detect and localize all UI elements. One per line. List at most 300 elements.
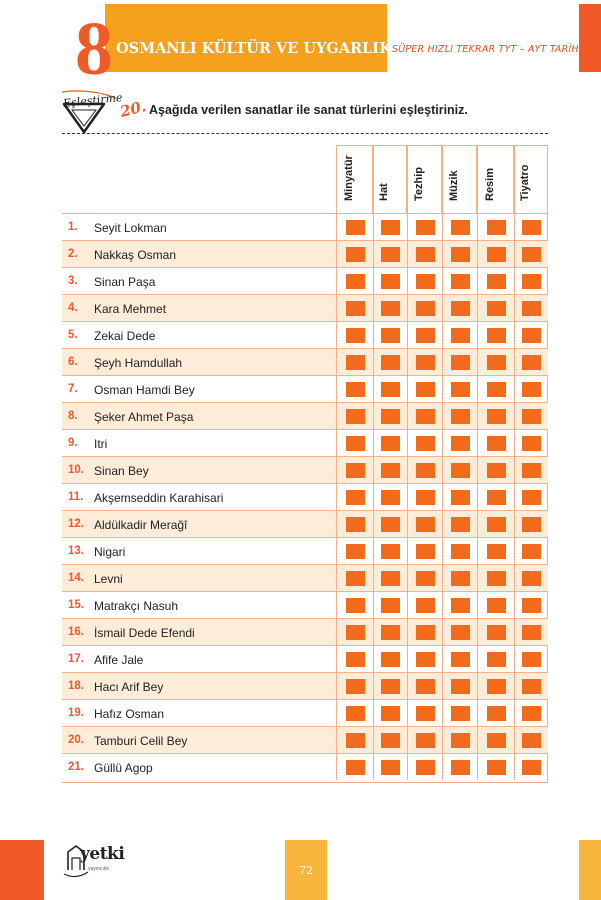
badge-label: Eşleştirme <box>62 90 124 111</box>
row-number: 1. <box>68 221 78 233</box>
answer-checkbox[interactable] <box>416 760 435 775</box>
match-cell[interactable] <box>477 727 514 753</box>
answer-checkbox[interactable] <box>522 544 541 559</box>
answer-checkbox[interactable] <box>522 301 541 316</box>
match-cell[interactable] <box>373 484 407 510</box>
row-number: 11. <box>68 491 84 503</box>
match-cell[interactable] <box>514 646 548 672</box>
answer-checkbox[interactable] <box>416 490 435 505</box>
unit-title: OSMANLI KÜLTÜR VE UYGARLIK <box>116 40 392 57</box>
answer-checkbox[interactable] <box>451 274 470 289</box>
match-cell[interactable] <box>442 673 477 699</box>
match-cell[interactable] <box>407 214 442 240</box>
table-row <box>62 456 548 483</box>
answer-checkbox[interactable] <box>346 220 365 235</box>
answer-checkbox[interactable] <box>416 625 435 640</box>
match-cell[interactable] <box>373 700 407 726</box>
publisher-name: yetki <box>80 844 125 864</box>
answer-checkbox[interactable] <box>451 733 470 748</box>
match-cell[interactable] <box>336 538 373 564</box>
match-cell[interactable] <box>336 565 373 591</box>
row-number: 2. <box>68 248 78 260</box>
match-cell[interactable] <box>373 565 407 591</box>
answer-checkbox[interactable] <box>346 247 365 262</box>
match-cell[interactable] <box>514 565 548 591</box>
answer-checkbox[interactable] <box>416 544 435 559</box>
answer-checkbox[interactable] <box>381 382 400 397</box>
match-cell[interactable] <box>442 457 477 483</box>
answer-checkbox[interactable] <box>416 382 435 397</box>
answer-checkbox[interactable] <box>451 220 470 235</box>
answer-checkbox[interactable] <box>487 490 506 505</box>
answer-checkbox[interactable] <box>381 679 400 694</box>
answer-checkbox[interactable] <box>487 652 506 667</box>
answer-checkbox[interactable] <box>381 220 400 235</box>
match-cell[interactable] <box>407 268 442 294</box>
answer-checkbox[interactable] <box>522 463 541 478</box>
answer-checkbox[interactable] <box>487 274 506 289</box>
answer-checkbox[interactable] <box>346 598 365 613</box>
answer-checkbox[interactable] <box>522 328 541 343</box>
artist-name: Hacı Arif Bey <box>94 680 164 694</box>
answer-checkbox[interactable] <box>451 301 470 316</box>
answer-checkbox[interactable] <box>451 652 470 667</box>
answer-checkbox[interactable] <box>451 517 470 532</box>
match-cell[interactable] <box>514 619 548 645</box>
match-cell[interactable] <box>514 403 548 429</box>
match-cell[interactable] <box>477 322 514 348</box>
answer-checkbox[interactable] <box>451 436 470 451</box>
answer-checkbox[interactable] <box>487 382 506 397</box>
answer-checkbox[interactable] <box>346 436 365 451</box>
artist-name: Nakkaş Osman <box>94 248 177 262</box>
answer-checkbox[interactable] <box>522 571 541 586</box>
answer-checkbox[interactable] <box>346 517 365 532</box>
match-cell[interactable] <box>336 511 373 537</box>
answer-checkbox[interactable] <box>416 652 435 667</box>
answer-checkbox[interactable] <box>487 517 506 532</box>
answer-checkbox[interactable] <box>522 598 541 613</box>
match-cell[interactable] <box>336 349 373 375</box>
dashed-divider <box>62 133 548 134</box>
match-cell[interactable] <box>477 457 514 483</box>
answer-checkbox[interactable] <box>381 490 400 505</box>
match-cell[interactable] <box>336 592 373 618</box>
match-cell[interactable] <box>442 322 477 348</box>
table-row <box>62 672 548 699</box>
answer-checkbox[interactable] <box>522 517 541 532</box>
answer-checkbox[interactable] <box>346 571 365 586</box>
match-cell[interactable] <box>477 700 514 726</box>
answer-checkbox[interactable] <box>451 544 470 559</box>
match-cell[interactable] <box>477 241 514 267</box>
answer-checkbox[interactable] <box>416 355 435 370</box>
match-cell[interactable] <box>442 538 477 564</box>
answer-checkbox[interactable] <box>451 355 470 370</box>
answer-checkbox[interactable] <box>416 220 435 235</box>
match-cell[interactable] <box>407 565 442 591</box>
match-cell[interactable] <box>477 646 514 672</box>
artist-name: Zekai Dede <box>94 329 156 343</box>
match-cell[interactable] <box>442 349 477 375</box>
match-cell[interactable] <box>407 700 442 726</box>
answer-checkbox[interactable] <box>487 733 506 748</box>
answer-checkbox[interactable] <box>416 679 435 694</box>
match-cell[interactable] <box>336 295 373 321</box>
match-cell[interactable] <box>336 727 373 753</box>
answer-checkbox[interactable] <box>522 382 541 397</box>
match-cell[interactable] <box>514 430 548 456</box>
answer-checkbox[interactable] <box>381 733 400 748</box>
match-cell[interactable] <box>514 214 548 240</box>
answer-checkbox[interactable] <box>346 625 365 640</box>
answer-checkbox[interactable] <box>381 652 400 667</box>
match-cell[interactable] <box>373 646 407 672</box>
answer-checkbox[interactable] <box>416 733 435 748</box>
match-cell[interactable] <box>477 673 514 699</box>
answer-checkbox[interactable] <box>487 436 506 451</box>
column-header <box>442 145 477 213</box>
match-cell[interactable] <box>477 349 514 375</box>
match-cell[interactable] <box>373 349 407 375</box>
artist-name: Tamburi Celil Bey <box>94 734 188 748</box>
answer-checkbox[interactable] <box>346 679 365 694</box>
answer-checkbox[interactable] <box>416 301 435 316</box>
match-cell[interactable] <box>336 619 373 645</box>
answer-checkbox[interactable] <box>381 625 400 640</box>
match-cell[interactable] <box>336 403 373 429</box>
match-cell[interactable] <box>407 241 442 267</box>
footer-right-block <box>579 840 601 900</box>
artist-name: Seyit Lokman <box>94 221 167 235</box>
answer-checkbox[interactable] <box>451 463 470 478</box>
answer-checkbox[interactable] <box>451 409 470 424</box>
answer-checkbox[interactable] <box>522 760 541 775</box>
answer-checkbox[interactable] <box>346 733 365 748</box>
row-number: 13. <box>68 545 84 557</box>
match-cell[interactable] <box>477 511 514 537</box>
match-cell[interactable] <box>477 376 514 402</box>
table-row <box>62 618 548 645</box>
match-cell[interactable] <box>373 673 407 699</box>
match-cell[interactable] <box>373 430 407 456</box>
answer-checkbox[interactable] <box>487 355 506 370</box>
match-cell[interactable] <box>407 322 442 348</box>
answer-checkbox[interactable] <box>416 517 435 532</box>
match-cell[interactable] <box>373 457 407 483</box>
table-row <box>62 510 548 537</box>
match-cell[interactable] <box>477 484 514 510</box>
answer-checkbox[interactable] <box>416 247 435 262</box>
match-cell[interactable] <box>407 619 442 645</box>
row-number: 5. <box>68 329 78 341</box>
artist-name: Matrakçı Nasuh <box>94 599 179 613</box>
answer-checkbox[interactable] <box>522 409 541 424</box>
table-row <box>62 537 548 564</box>
match-cell[interactable] <box>336 322 373 348</box>
answer-checkbox[interactable] <box>522 220 541 235</box>
match-cell[interactable] <box>514 592 548 618</box>
match-cell[interactable] <box>477 403 514 429</box>
artist-name: Nigari <box>94 545 126 559</box>
match-cell[interactable] <box>373 268 407 294</box>
answer-checkbox[interactable] <box>381 544 400 559</box>
match-cell[interactable] <box>442 430 477 456</box>
answer-checkbox[interactable] <box>346 652 365 667</box>
answer-checkbox[interactable] <box>416 706 435 721</box>
match-cell[interactable] <box>442 565 477 591</box>
match-cell[interactable] <box>336 376 373 402</box>
match-cell[interactable] <box>442 619 477 645</box>
answer-checkbox[interactable] <box>522 652 541 667</box>
match-cell[interactable] <box>407 376 442 402</box>
match-cell[interactable] <box>373 727 407 753</box>
answer-checkbox[interactable] <box>522 733 541 748</box>
match-cell[interactable] <box>442 241 477 267</box>
answer-checkbox[interactable] <box>346 463 365 478</box>
answer-checkbox[interactable] <box>346 382 365 397</box>
match-cell[interactable] <box>442 511 477 537</box>
match-cell[interactable] <box>336 484 373 510</box>
answer-checkbox[interactable] <box>381 328 400 343</box>
match-cell[interactable] <box>477 565 514 591</box>
answer-checkbox[interactable] <box>381 436 400 451</box>
match-cell[interactable] <box>373 619 407 645</box>
answer-checkbox[interactable] <box>381 517 400 532</box>
match-cell[interactable] <box>442 376 477 402</box>
match-cell[interactable] <box>514 268 548 294</box>
match-cell[interactable] <box>442 268 477 294</box>
match-cell[interactable] <box>442 754 477 780</box>
artist-name: Sinan Bey <box>94 464 149 478</box>
match-cell[interactable] <box>373 241 407 267</box>
artist-name: Aldülkadir Merağî <box>94 518 188 532</box>
header-band <box>105 4 392 72</box>
row-number: 18. <box>68 680 84 692</box>
answer-checkbox[interactable] <box>451 625 470 640</box>
answer-checkbox[interactable] <box>346 490 365 505</box>
question-number: 20. <box>118 97 148 121</box>
match-cell[interactable] <box>514 700 548 726</box>
answer-checkbox[interactable] <box>346 544 365 559</box>
answer-checkbox[interactable] <box>487 409 506 424</box>
match-cell[interactable] <box>373 403 407 429</box>
match-cell[interactable] <box>373 295 407 321</box>
match-cell[interactable] <box>477 430 514 456</box>
answer-checkbox[interactable] <box>381 355 400 370</box>
match-cell[interactable] <box>442 700 477 726</box>
answer-checkbox[interactable] <box>416 598 435 613</box>
answer-checkbox[interactable] <box>522 274 541 289</box>
table-row <box>62 753 548 780</box>
match-cell[interactable] <box>477 619 514 645</box>
match-cell[interactable] <box>514 727 548 753</box>
match-cell[interactable] <box>407 511 442 537</box>
answer-checkbox[interactable] <box>381 463 400 478</box>
answer-checkbox[interactable] <box>487 625 506 640</box>
column-header <box>373 145 407 213</box>
answer-checkbox[interactable] <box>416 571 435 586</box>
answer-checkbox[interactable] <box>487 220 506 235</box>
answer-checkbox[interactable] <box>487 328 506 343</box>
answer-checkbox[interactable] <box>451 247 470 262</box>
answer-checkbox[interactable] <box>487 598 506 613</box>
match-cell[interactable] <box>514 349 548 375</box>
answer-checkbox[interactable] <box>346 355 365 370</box>
match-cell[interactable] <box>514 754 548 780</box>
answer-checkbox[interactable] <box>522 706 541 721</box>
page-number: 72 <box>285 840 327 900</box>
match-cell[interactable] <box>407 457 442 483</box>
match-cell[interactable] <box>442 214 477 240</box>
answer-checkbox[interactable] <box>487 544 506 559</box>
answer-checkbox[interactable] <box>522 436 541 451</box>
match-cell[interactable] <box>442 727 477 753</box>
answer-checkbox[interactable] <box>381 760 400 775</box>
match-cell[interactable] <box>336 700 373 726</box>
match-cell[interactable] <box>407 403 442 429</box>
match-cell[interactable] <box>407 349 442 375</box>
answer-checkbox[interactable] <box>416 328 435 343</box>
match-cell[interactable] <box>336 214 373 240</box>
match-cell[interactable] <box>373 511 407 537</box>
row-number: 8. <box>68 410 78 422</box>
match-cell[interactable] <box>477 538 514 564</box>
answer-checkbox[interactable] <box>451 571 470 586</box>
answer-checkbox[interactable] <box>451 382 470 397</box>
column-header-label: Hat <box>378 183 390 201</box>
table-row <box>62 429 548 456</box>
match-cell[interactable] <box>442 484 477 510</box>
match-cell[interactable] <box>514 457 548 483</box>
row-number: 3. <box>68 275 78 287</box>
match-cell[interactable] <box>373 592 407 618</box>
answer-checkbox[interactable] <box>522 625 541 640</box>
row-number: 9. <box>68 437 78 449</box>
match-cell[interactable] <box>477 754 514 780</box>
answer-checkbox[interactable] <box>381 598 400 613</box>
table-row <box>62 348 548 375</box>
answer-checkbox[interactable] <box>381 409 400 424</box>
answer-checkbox[interactable] <box>381 571 400 586</box>
answer-checkbox[interactable] <box>487 463 506 478</box>
answer-checkbox[interactable] <box>487 679 506 694</box>
match-cell[interactable] <box>373 214 407 240</box>
answer-checkbox[interactable] <box>346 409 365 424</box>
column-header-label: Tiyatro <box>519 164 531 201</box>
match-cell[interactable] <box>442 592 477 618</box>
match-cell[interactable] <box>336 646 373 672</box>
match-cell[interactable] <box>407 727 442 753</box>
match-cell[interactable] <box>336 430 373 456</box>
answer-checkbox[interactable] <box>346 760 365 775</box>
answer-checkbox[interactable] <box>416 274 435 289</box>
answer-checkbox[interactable] <box>487 571 506 586</box>
artist-name: Akşemseddin Karahisari <box>94 491 224 505</box>
match-cell[interactable] <box>407 754 442 780</box>
answer-checkbox[interactable] <box>416 409 435 424</box>
answer-checkbox[interactable] <box>346 706 365 721</box>
match-cell[interactable] <box>336 268 373 294</box>
match-cell[interactable] <box>407 646 442 672</box>
table-row <box>62 564 548 591</box>
match-cell[interactable] <box>514 322 548 348</box>
match-cell[interactable] <box>373 754 407 780</box>
match-cell[interactable] <box>514 673 548 699</box>
answer-checkbox[interactable] <box>416 463 435 478</box>
artist-name: Hafız Osman <box>94 707 165 721</box>
match-cell[interactable] <box>477 268 514 294</box>
answer-checkbox[interactable] <box>451 598 470 613</box>
answer-checkbox[interactable] <box>487 760 506 775</box>
answer-checkbox[interactable] <box>381 706 400 721</box>
match-cell[interactable] <box>514 538 548 564</box>
match-cell[interactable] <box>442 403 477 429</box>
match-cell[interactable] <box>336 241 373 267</box>
question-text: Aşağıda verilen sanatlar ile sanat türlerini eşleştiriniz. <box>149 103 468 117</box>
table-row <box>62 267 548 294</box>
match-cell[interactable] <box>407 673 442 699</box>
table-row <box>62 591 548 618</box>
match-cell[interactable] <box>514 376 548 402</box>
match-cell[interactable] <box>514 295 548 321</box>
answer-checkbox[interactable] <box>346 274 365 289</box>
table-row <box>62 294 548 321</box>
answer-checkbox[interactable] <box>381 247 400 262</box>
answer-checkbox[interactable] <box>451 490 470 505</box>
match-cell[interactable] <box>336 673 373 699</box>
match-cell[interactable] <box>514 241 548 267</box>
match-cell[interactable] <box>477 592 514 618</box>
answer-checkbox[interactable] <box>381 274 400 289</box>
answer-checkbox[interactable] <box>487 706 506 721</box>
match-cell[interactable] <box>373 322 407 348</box>
answer-checkbox[interactable] <box>522 247 541 262</box>
match-cell[interactable] <box>477 214 514 240</box>
answer-checkbox[interactable] <box>522 490 541 505</box>
match-cell[interactable] <box>442 295 477 321</box>
answer-checkbox[interactable] <box>346 301 365 316</box>
answer-checkbox[interactable] <box>451 706 470 721</box>
answer-checkbox[interactable] <box>416 436 435 451</box>
match-cell[interactable] <box>407 592 442 618</box>
answer-checkbox[interactable] <box>487 301 506 316</box>
answer-checkbox[interactable] <box>451 760 470 775</box>
match-cell[interactable] <box>407 538 442 564</box>
match-cell[interactable] <box>373 376 407 402</box>
matching-table <box>62 145 548 783</box>
unit-number: 8 <box>75 7 113 91</box>
match-cell[interactable] <box>514 484 548 510</box>
match-cell[interactable] <box>336 457 373 483</box>
match-cell[interactable] <box>373 538 407 564</box>
match-cell[interactable] <box>407 295 442 321</box>
match-cell[interactable] <box>407 430 442 456</box>
match-cell[interactable] <box>336 754 373 780</box>
answer-checkbox[interactable] <box>522 355 541 370</box>
answer-checkbox[interactable] <box>487 247 506 262</box>
answer-checkbox[interactable] <box>346 328 365 343</box>
answer-checkbox[interactable] <box>522 679 541 694</box>
match-cell[interactable] <box>442 646 477 672</box>
answer-checkbox[interactable] <box>451 328 470 343</box>
answer-checkbox[interactable] <box>451 679 470 694</box>
answer-checkbox[interactable] <box>381 301 400 316</box>
match-cell[interactable] <box>407 484 442 510</box>
artist-name: Şeker Ahmet Paşa <box>94 410 194 424</box>
match-cell[interactable] <box>477 295 514 321</box>
match-cell[interactable] <box>514 511 548 537</box>
